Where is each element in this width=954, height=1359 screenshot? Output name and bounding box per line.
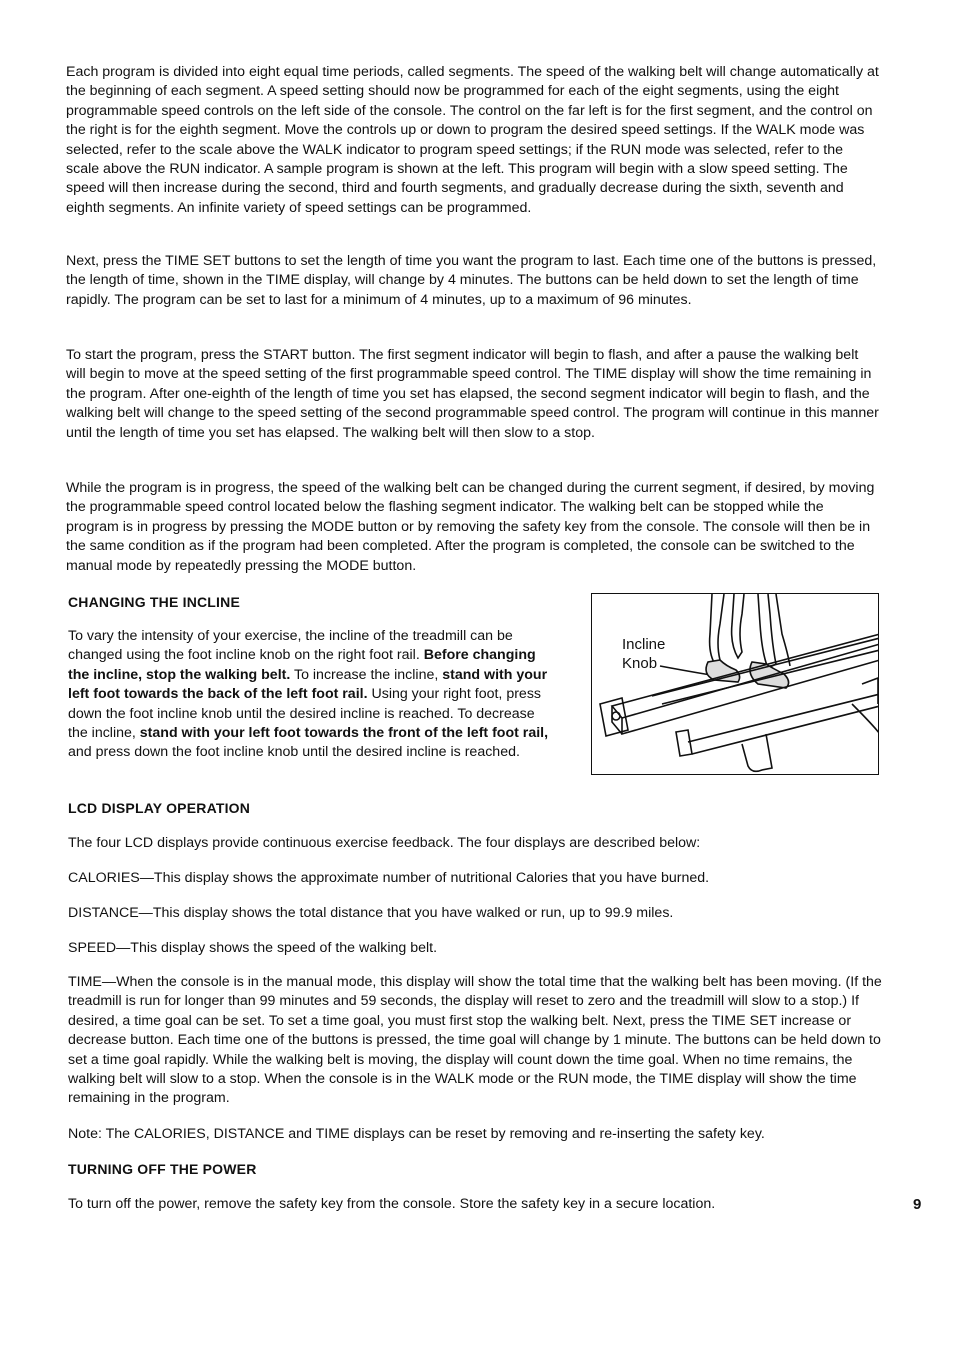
paragraph-note: Note: The CALORIES, DISTANCE and TIME displays can be reset by removing and re-inserting the safety key. bbox=[68, 1126, 765, 1142]
treadmill-illustration bbox=[592, 594, 879, 775]
right-leg bbox=[732, 594, 744, 658]
heading-turning-off-power: TURNING OFF THE POWER bbox=[68, 1161, 257, 1177]
rear-leg bbox=[758, 594, 776, 668]
paragraph-speed: SPEED—This display shows the speed of the walking belt. bbox=[68, 940, 438, 956]
page-number: 9 bbox=[913, 1196, 922, 1213]
paragraph-segments: Each program is divided into eight equal time periods, called segments. The speed of the walking belt will change automatically at the beginning of each segment. A speed setting should now be programmed for each of the eight segments, using the eight programmable speed controls on the left side of the console. The control on the far left is for the first segment, and the control on the right is for the eighth segment. Move the controls up or down to program the desired speed settings. If the WALK mode was selected, refer to the scale above the WALK indicator to program speed settings; if the RUN mode was selected, refer to the scale above the RUN indicator. A sample program is shown at the left. This program will begin with a slow speed setting. The speed will then increase during the second, third and fourth segments, and gradually decrease during the sixth, seventh and eighth segments. An infinite variety of speed settings can be programmed. bbox=[66, 64, 879, 216]
left-leg bbox=[710, 594, 724, 666]
paragraph-power: To turn off the power, remove the safety key from the console. Store the safety key in a secure location. bbox=[68, 1196, 716, 1212]
paragraph-distance: DISTANCE—This display shows the total distance that you have walked or run, up to 99.9 miles. bbox=[68, 905, 674, 921]
paragraph-calories: CALORIES—This display shows the approximate number of nutritional Calories that you have burned. bbox=[68, 870, 710, 886]
foot-rail bbox=[612, 634, 879, 718]
base-frame bbox=[676, 730, 692, 756]
heading-lcd-display: LCD DISPLAY OPERATION bbox=[68, 800, 251, 816]
paragraph-time-set: Next, press the TIME SET buttons to set the length of time you want the program to last. Each time one of the buttons is pressed, the length of time, shown in the TIME display, will change by 4 minutes. The buttons can be held down to set the length of time rapidly. The program can be set to last for a minimum of 4 minutes, up to a maximum of 96 minutes. bbox=[66, 253, 877, 308]
heading-changing-incline: CHANGING THE INCLINE bbox=[68, 594, 240, 610]
incline-knob-figure bbox=[591, 593, 879, 775]
paragraph-start-program: To start the program, press the START button. The first segment indicator will begin to flash, and after a pause the walking belt will begin to move at the speed setting of the first programmable speed control. The TIME display will show the time remaining in the program. After one-eighth of the length of time you set has elapsed, the second segment indicator will begin to flash, and the walking belt will change to the speed setting of the second programmable speed control. The program will continue in this manner until the length of time you set has elapsed. The walking belt will then slow to a stop. bbox=[66, 347, 879, 441]
figure-label-knob: Knob bbox=[622, 655, 658, 672]
paragraph-lcd-intro: The four LCD displays provide continuous exercise feedback. The four displays are described below: bbox=[68, 835, 701, 851]
paragraph-incline: To vary the intensity of your exercise, the incline of the treadmill can be changed using the foot incline knob on the right foot rail. Before changing the incline, stop the walking belt. To increase the incline, stand with your left foot towards the back of the left foot rail. Using your right foot, press down the foot incline knob until the desired incline is reached. To decrease the incline, stand with your left foot towards the front of the left foot rail, and press down the foot incline knob until the desired incline is reached. bbox=[68, 628, 549, 761]
figure-label-incline: Incline bbox=[622, 636, 666, 653]
paragraph-time: TIME—When the console is in the manual mode, this display will show the total time that the walking belt has been moving. (If the treadmill is run for longer than 99 minutes and 59 seconds, the display will reset to zero and the treadmill will slow to a stop.) If desired, a time goal can be set. To set a time goal, you must first stop the walking belt. Next, press the TIME SET increase or decrease button. Each time one of the buttons is pressed, the time goal will change by 1 minute. The buttons can be held down to set a time goal rapidly. While the walking belt is moving, the display will count down the time goal. When no time remains, the walking belt will slow to a stop. When the console is in the WALK mode or the RUN mode, the TIME display will show the time remaining in the program. bbox=[68, 974, 882, 1107]
paragraph-program-progress: While the program is in progress, the speed of the walking belt can be changed during the current segment, if desired, by moving the programmable speed control located below the flashing segment indicator. The walking belt can be stopped while the program is in progress by pressing the MODE button or by removing the safety key from the console. The console will then be in the same condition as if the program had been completed. After the program is completed, the console can be switched to the manual mode by repeatedly pressing the MODE button. bbox=[66, 480, 875, 574]
